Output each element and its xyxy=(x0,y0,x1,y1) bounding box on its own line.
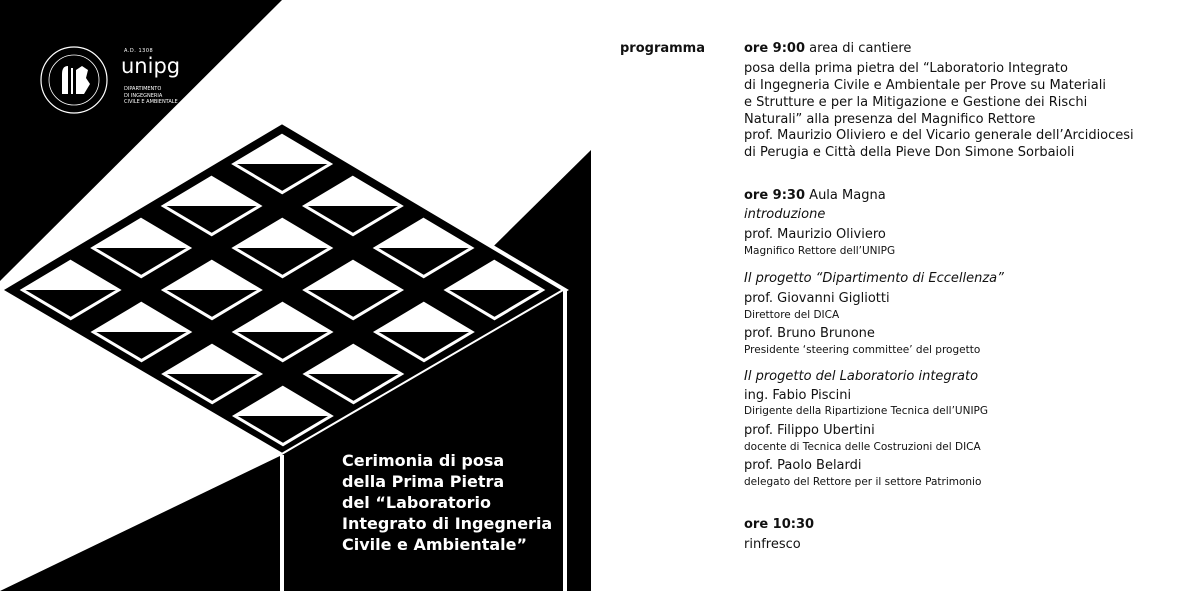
session-1-line: di Perugia e Città della Pieve Don Simone Sorbaioli xyxy=(744,145,1075,160)
unipg-wordmark: unipg xyxy=(121,54,181,78)
speaker-role: Dirigente della Ripartizione Tecnica dell’UNIPG xyxy=(744,405,989,417)
session-3-time: ore 10:30 xyxy=(744,517,815,532)
session-1-line: di Ingegneria Civile e Ambientale per Prove su Materiali xyxy=(744,78,1106,93)
session-3-activity: rinfresco xyxy=(744,537,801,552)
session-1-header xyxy=(744,41,911,58)
session-1-place: area di cantiere xyxy=(809,41,912,56)
speaker-role: delegato del Rettore per il settore Patrimonio xyxy=(744,476,982,488)
speaker-role: Magnifico Rettore dell’UNIPG xyxy=(744,245,896,257)
intro-heading: introduzione xyxy=(744,207,826,222)
department-name: DIPARTIMENTO DI INGEGNERIA CIVILE E AMBIENTALE xyxy=(124,86,178,105)
event-date: 7 luglio 2023 xyxy=(342,37,504,62)
speaker-name: prof. Paolo Belardi xyxy=(744,458,862,473)
ceremony-title: Cerimonia di posa della Prima Pietra del “Laboratorio Integrato di Ingegneria Civile e Ambientale” xyxy=(342,451,553,554)
session-1-line: prof. Maurizio Oliviero e del Vicario generale dell’Arcidiocesi xyxy=(744,128,1134,143)
speaker-name: prof. Bruno Brunone xyxy=(744,326,875,341)
program-panel xyxy=(591,0,1182,591)
session-1-line: e Strutture e per la Mitigazione e Gestione dei Rischi xyxy=(744,95,1088,110)
dept-project-heading: Il progetto “Dipartimento di Eccellenza” xyxy=(744,271,1004,286)
session-1-time: ore 9:00 xyxy=(744,41,806,56)
event-address: via Goffredo Duranti, 93 xyxy=(342,101,520,116)
speaker-role: Direttore del DICA xyxy=(744,309,840,321)
session-2-header xyxy=(744,188,886,205)
session-2-time: ore 9:30 xyxy=(744,188,806,203)
speaker-name: ing. Fabio Piscini xyxy=(744,388,852,403)
event-venue: Perugia - Polo di Ingegneria xyxy=(342,85,547,100)
speaker-role: Presidente ‘steering committee’ del progetto xyxy=(744,344,981,356)
event-time: ore 9:00 xyxy=(342,69,404,84)
program-label: programma xyxy=(620,41,706,56)
university-logo xyxy=(38,44,188,114)
university-seal-icon xyxy=(38,44,110,116)
speaker-name: prof. Maurizio Oliviero xyxy=(744,227,886,242)
speaker-role: docente di Tecnica delle Costruzioni del DICA xyxy=(744,441,981,453)
lab-project-heading: Il progetto del Laboratorio integrato xyxy=(744,369,979,384)
speaker-name: prof. Filippo Ubertini xyxy=(744,423,875,438)
session-1-line: posa della prima pietra del “Laboratorio Integrato xyxy=(744,61,1068,76)
session-1-line: Naturali” alla presenza del Magnifico Rettore xyxy=(744,112,1036,127)
founding-year: A.D. 1308 xyxy=(124,48,154,54)
speaker-name: prof. Giovanni Gigliotti xyxy=(744,291,890,306)
session-2-place: Aula Magna xyxy=(809,188,886,203)
